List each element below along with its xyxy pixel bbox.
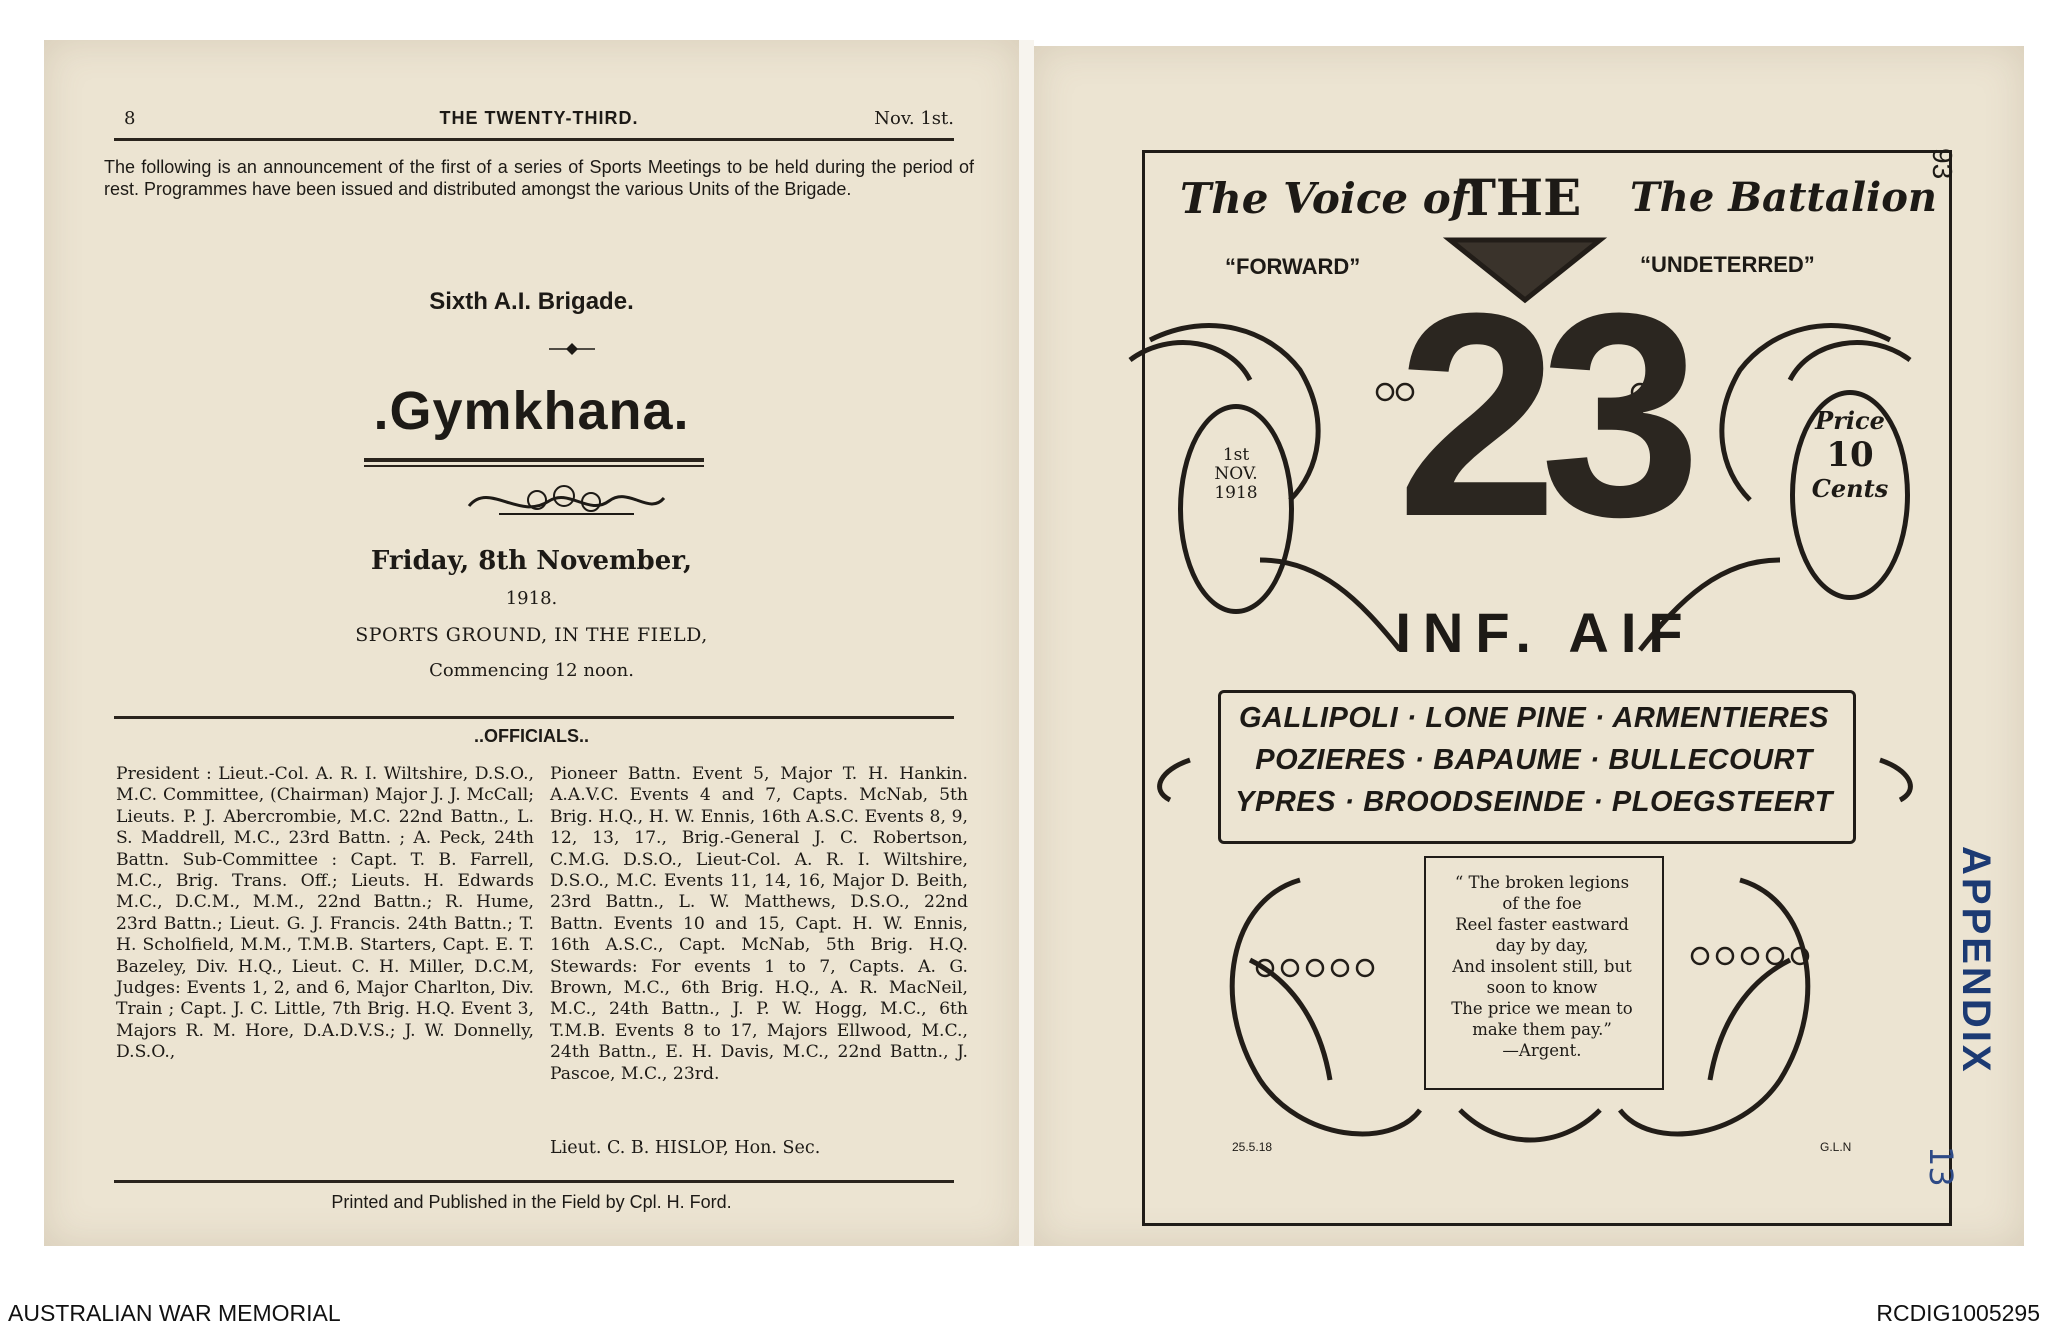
poem-line: The price we mean to	[1451, 999, 1633, 1018]
running-title: THE TWENTY-THIRD.	[439, 108, 639, 128]
event-venue: SPORTS GROUND, IN THE FIELD,	[355, 624, 708, 646]
unit-label: INF. AIF	[1395, 601, 1695, 664]
issue-date-block	[1178, 446, 1294, 503]
battalion-numeral: 23	[1396, 253, 1684, 577]
battle-honours-line-1: GALLIPOLI · LONE PINE · ARMENTIERES	[1239, 702, 1829, 734]
announcement-text: The following is an announcement of the first of a series of Sports Meetings to be held during the period of rest. Programmes have been issued and distributed amongst the various Units of the Brigade.	[104, 157, 974, 199]
event-start-time: Commencing 12 noon.	[429, 660, 634, 681]
issue-date-oval	[1178, 404, 1294, 614]
price-label: Price	[1815, 406, 1885, 435]
battle-honours-line-3: YPRES · BROODSEINDE · PLOEGSTEERT	[1235, 786, 1833, 818]
event-title: .Gymkhana.	[373, 381, 690, 441]
motto-right: “UNDETERRED”	[1640, 252, 1815, 277]
cover-title-right: The Battalion	[1630, 174, 1937, 221]
poem-line: soon to know	[1486, 978, 1598, 997]
archive-institution: AUSTRALIAN WAR MEMORIAL	[8, 1300, 341, 1326]
motto-left: “FORWARD”	[1225, 254, 1361, 279]
issue-month: NOV.	[1214, 464, 1258, 484]
price-block	[1790, 404, 1910, 506]
poem-line: Reel faster eastward	[1455, 915, 1629, 934]
folio-number: 93	[1927, 148, 1958, 180]
cover-title-left: The Voice of	[1180, 174, 1469, 223]
page-number: 8	[124, 108, 136, 129]
issue-day: 1st	[1222, 445, 1250, 465]
officials-column-2: Pioneer Battn. Event 5, Major T. H. Hankin. A.A.V.C. Events 4 and 7, Capts. McNab, 5th Brig. H.Q., H. W. Ennis, 16th A.S.C. Events 8, 9, 12, 13, 17., Brig.-General J. C. Robertson, C.M.G. D.S.O., Lieut-Col. A. R. I. Wiltshire, D.S.O., M.C. Events 11, 14, 16, Major D. Beith, 23rd Battn., L. W. Matthews, D.S.O., 22nd Battn. Events 10 and 15, Capt. H. W. Ennis, 16th A.S.C., Capt. McNab, 5th Brig. H.Q. Stewards: For events 1 to 7, Capts. A. G. Brown, M.C., 6th Brig. H.Q., A. R. MacNeil, M.C., 24th Battn., J. P. W. Hogg, M.C., 6th T.M.B. Events 8 to 17, Majors Ellwood, M.C., 24th Battn., E. H. Davis, M.C., 22nd Battn., J. Pascoe, M.C., 23rd.	[550, 764, 968, 1084]
honorary-secretary: Lieut. C. B. HISLOP, Hon. Sec.	[550, 1138, 821, 1158]
event-year: 1918.	[505, 588, 558, 609]
poem-line: And insolent still, but	[1452, 957, 1632, 976]
price-value: 10	[1826, 435, 1874, 475]
poem-line: —Argent.	[1502, 1041, 1582, 1060]
cover-title-middle: THE	[1458, 168, 1582, 227]
poem-line: day by day,	[1495, 936, 1589, 955]
printer-imprint: Printed and Published in the Field by Cpl. H. Ford.	[331, 1192, 732, 1212]
poem-line: of the foe	[1502, 894, 1582, 913]
archive-record-id: RCDIG1005295	[1876, 1300, 2040, 1326]
appendix-stamp: APPENDIX	[1954, 846, 1998, 1075]
poem-text	[1424, 872, 1660, 1061]
artist-initials: G.L.N	[1820, 1140, 1852, 1154]
drawn-date: 25.5.18	[1232, 1140, 1273, 1154]
poem-line: make them pay.”	[1472, 1020, 1612, 1039]
officials-heading: ..OFFICIALS..	[474, 726, 589, 746]
appendix-number: 13	[1922, 1146, 1960, 1187]
event-date: Friday, 8th November,	[370, 546, 693, 576]
officials-column-1: President : Lieut.-Col. A. R. I. Wiltshire, D.S.O., M.C. Committee, (Chairman) Major J. J. McCall; Lieuts. P. J. Abercrombie, M.C. 22nd Battn., L. S. Maddrell, M.C., 23rd Battn. ; A. Peck, 24th Battn. Sub-Committee : Capt. T. B. Farrell, M.C., Brig. Trans. Off.; Lieuts. H. Edwards M.C., D.C.M., M.M., 22nd Battn.; R. Hume, 23rd Battn.; Lieut. G. J. Francis. 24th Battn.; T. H. Scholfield, M.M., T.M.B. Starters, Capt. E. T. Bazeley, Div. H.Q., Lieut. C. H. Miller, D.C.M, Judges: Events 1, 2, and 6, Major Charlton, Div. Train ; Capt. J. C. Little, 7th Brig. H.Q. Event 3, Majors R. M. Hore, D.A.D.V.S.; J. W. Donnelly, D.S.O.,	[116, 764, 534, 1063]
poem-line: “ The broken legions	[1454, 873, 1630, 892]
issue-date: Nov. 1st.	[874, 108, 954, 129]
price-unit: Cents	[1811, 474, 1889, 503]
brigade-heading: Sixth A.I. Brigade.	[429, 288, 634, 315]
issue-year: 1918	[1214, 483, 1258, 503]
battle-honours-line-2: POZIERES · BAPAUME · BULLECOURT	[1255, 744, 1813, 776]
